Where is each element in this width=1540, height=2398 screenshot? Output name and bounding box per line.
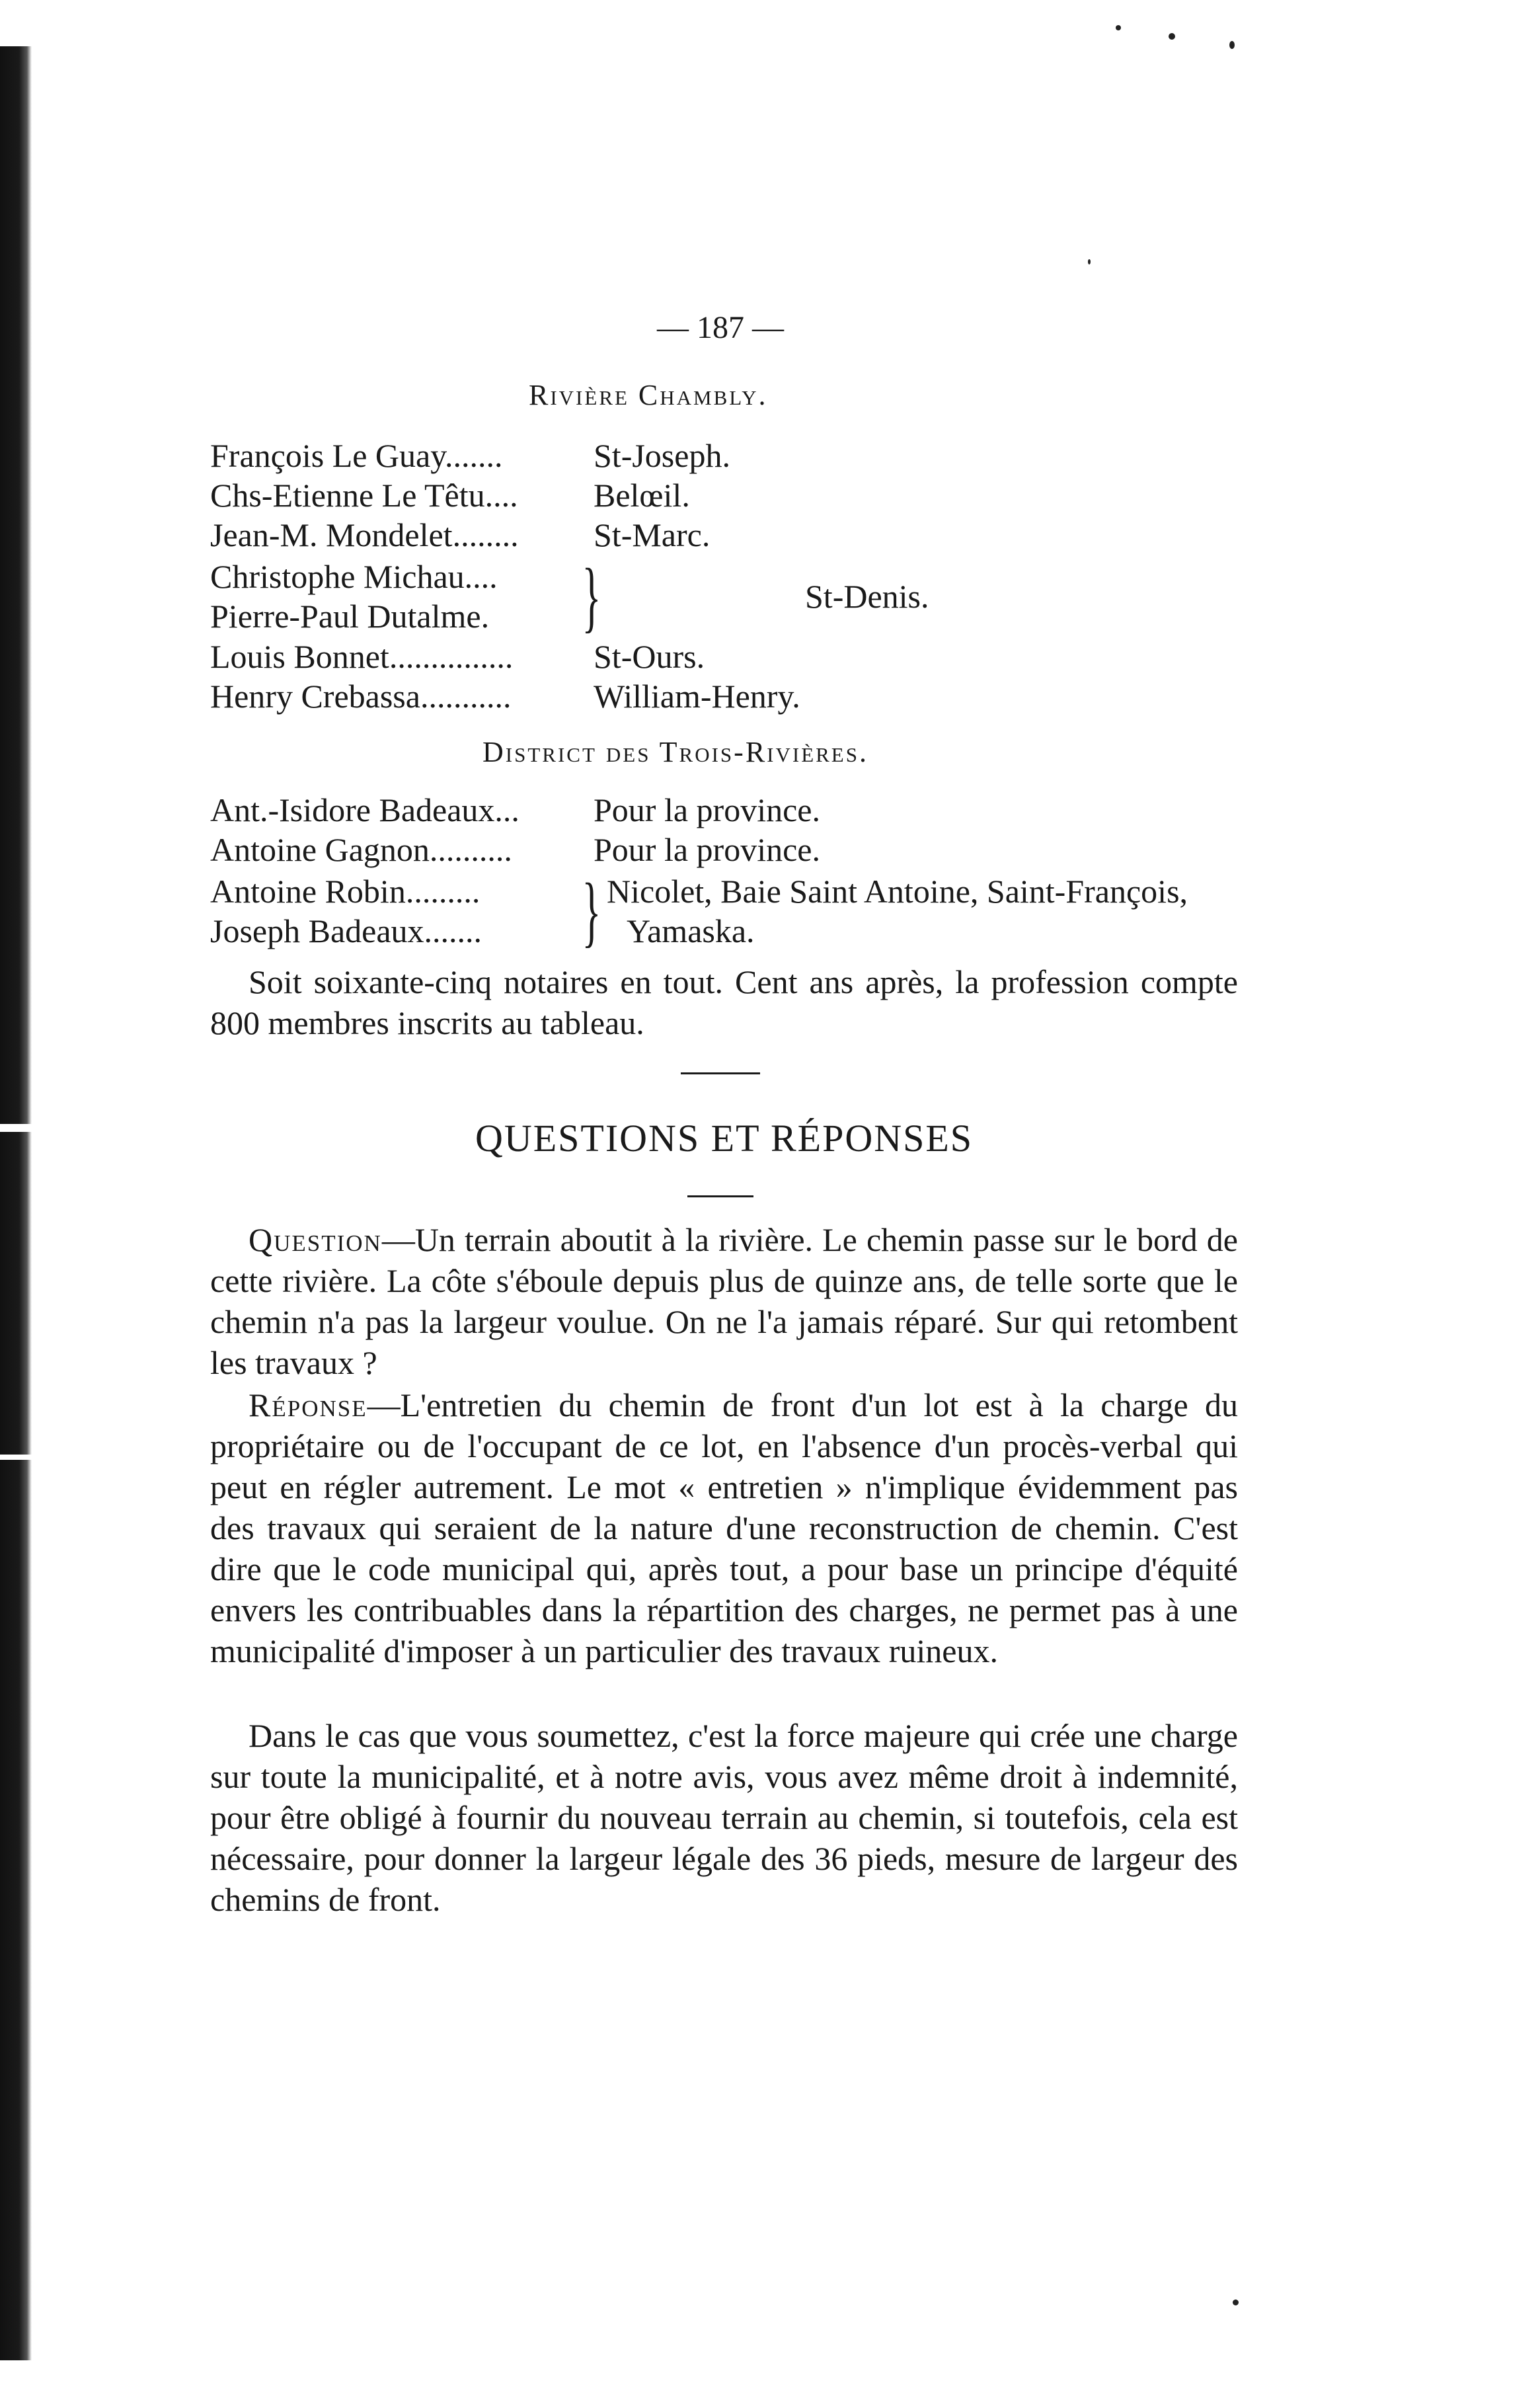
answer-text: —L'entretien du chemin de front d'un lot est à la charge du propriétaire ou de l'occupant de ce lot, en l'absence d'un procès-verbal qui peut en régler autrement. Le mot « entretien » n'implique évidemment pas des travaux qui seraient de la nature d'une reconstruction de chemin. C'est dire que le code municipal qui, après tout, a pour base un principe d'équité envers les contribuables dans la répartition des charges, ne permet pas à une municipalité d'imposer à un particulier des travaux ruineux. xyxy=(210,1386,1238,1669)
list-item xyxy=(210,790,820,830)
list-item xyxy=(210,436,730,475)
question-text: —Un terrain aboutit à la rivière. Le chemin passe sur le bord de cette rivière. La côte s'éboule depuis plus de quinze ans, de telle sorte que le chemin n'a pas la largeur voulue. On ne l'a jamais réparé. Sur qui retombent les travaux ? xyxy=(210,1221,1238,1381)
section-title: QUESTIONS ET RÉPONSES xyxy=(475,1117,974,1160)
notary-name: Antoine Robin......... xyxy=(210,873,481,910)
list-item xyxy=(210,515,710,555)
list-item xyxy=(210,676,800,716)
notary-name: Jean-M. Mondelet........ xyxy=(210,516,519,553)
list-item xyxy=(210,830,820,869)
notary-name: Antoine Gagnon.......... xyxy=(210,831,512,868)
notary-name: François Le Guay....... xyxy=(210,437,503,474)
notary-place: St-Denis. xyxy=(805,578,929,615)
notary-place: St-Joseph. xyxy=(594,437,730,474)
notary-place: Belœil. xyxy=(594,477,690,514)
notary-place: William-Henry. xyxy=(594,678,800,715)
page-number: — 187 — xyxy=(657,310,784,345)
notary-name: Chs-Etienne Le Têtu.... xyxy=(210,477,518,514)
notary-name: Pierre-Paul Dutalme. xyxy=(210,598,490,635)
binding-edge xyxy=(0,46,32,2360)
heading-trois-rivieres: District des Trois-Rivières. xyxy=(482,736,868,768)
question-paragraph xyxy=(210,1219,1238,1383)
notary-name: Joseph Badeaux....... xyxy=(210,912,482,949)
ink-speck xyxy=(1233,2299,1239,2305)
list-group xyxy=(210,552,929,640)
ink-speck xyxy=(1088,259,1091,264)
brace-glyph: } xyxy=(582,867,601,955)
ink-speck xyxy=(1169,33,1175,40)
ink-speck xyxy=(1116,25,1121,30)
binding-gap xyxy=(0,1455,32,1460)
brace-glyph: } xyxy=(582,552,601,640)
final-paragraph: Dans le cas que vous soumettez, c'est la force majeure qui crée une charge sur toute la municipalité, et à notre avis, vous avez même droit à indemnité, pour être obligé à fournir du nouveau terrain au chemin, si toutefois, cela est nécessaire, pour donner la largeur légale des 36 pieds, mesure de largeur des chemins de front. xyxy=(210,1717,1238,1918)
group-names xyxy=(210,557,580,636)
question-label: Question xyxy=(249,1221,382,1258)
notary-place: Pour la province. xyxy=(594,791,820,828)
notary-place: St-Marc. xyxy=(594,516,711,553)
notary-place: Nicolet, Baie Saint Antoine, Saint-François, xyxy=(607,873,1188,910)
list-item xyxy=(210,637,705,676)
answer-paragraph xyxy=(210,1384,1238,1671)
notary-place: St-Ours. xyxy=(594,638,705,675)
notary-name: Henry Crebassa........... xyxy=(210,678,512,715)
divider xyxy=(681,1072,760,1074)
summary-paragraph: Soit soixante-cinq notaires en tout. Cent ans après, la profession compte 800 membres inscrits au tableau. xyxy=(210,963,1238,1041)
group-places xyxy=(607,871,1188,951)
list-group xyxy=(210,867,1188,955)
notary-name: Ant.-Isidore Badeaux... xyxy=(210,791,520,828)
list-item xyxy=(210,475,690,515)
notary-place: Yamaska. xyxy=(627,912,755,949)
notary-name: Christophe Michau.... xyxy=(210,558,498,595)
binding-gap xyxy=(0,1124,32,1132)
answer-label: Réponse xyxy=(249,1386,367,1423)
notary-name: Louis Bonnet............... xyxy=(210,638,514,675)
heading-riviere-chambly: Rivière Chambly. xyxy=(529,379,768,411)
divider xyxy=(687,1195,753,1197)
group-names xyxy=(210,871,580,951)
notary-place: Pour la province. xyxy=(594,831,820,868)
ink-speck xyxy=(1229,41,1235,49)
